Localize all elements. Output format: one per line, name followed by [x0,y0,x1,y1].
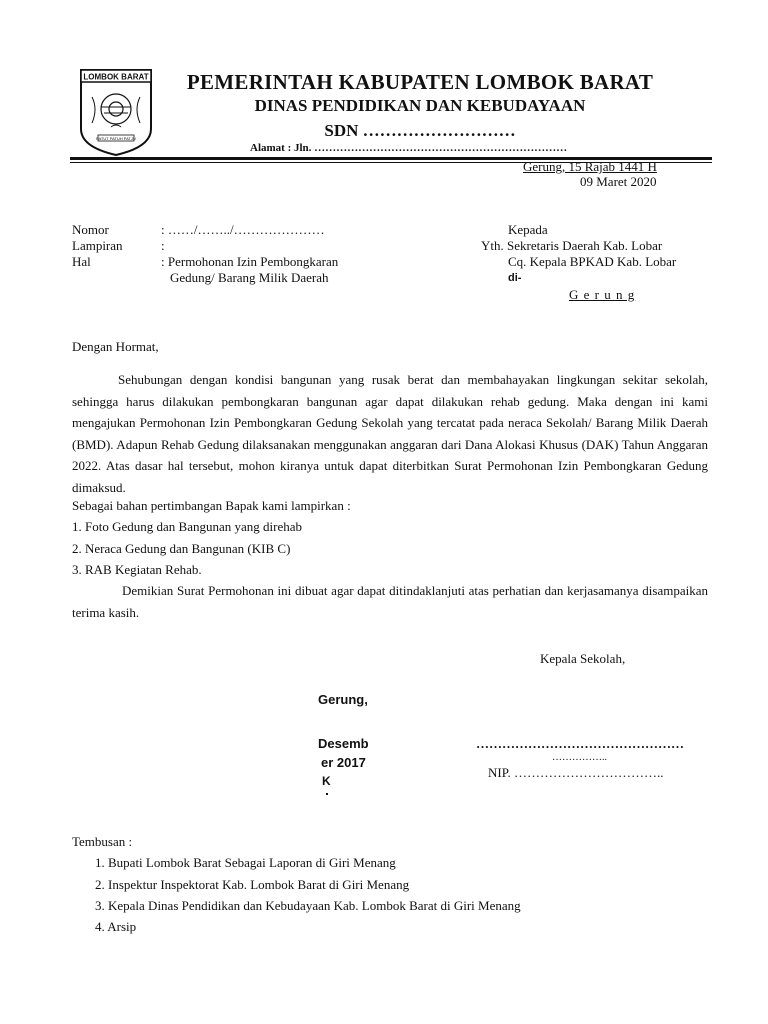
recipient-di: di- [508,272,522,284]
stray-text-gerung: Gerung, [318,692,368,707]
date-masehi: 09 Maret 2020 [580,174,657,189]
closing-paragraph: Demikian Surat Permohonan ini dibuat agar dapat ditindaklanjuti atas perhatian dan kerjasamanya disampaikan terima kasih. [72,583,708,620]
lampiran-label: Lampiran [72,238,123,253]
svg-text:PATUT PATUH PATJU: PATUT PATUH PATJU [96,136,136,141]
tembusan-item: 3. Kepala Dinas Pendidikan dan Kebudayaan Kab. Lombok Barat di Giri Menang [95,898,521,913]
attachment-item: 3. RAB Kegiatan Rehab. [72,562,202,577]
signature-small-dots: …………….. [552,752,607,763]
letterhead-department: DINAS PENDIDIKAN DAN KEBUDAYAAN [254,96,586,115]
hal-value-line2: Gedung/ Barang Milik Daerah [170,270,329,285]
letterhead-government: PEMERINTAH KABUPATEN LOMBOK BARAT [186,70,654,94]
hal-label: Hal [72,254,91,269]
body-paragraph: Sehubungan dengan kondisi bangunan yang rusak berat dan membahayakan lingkungan sekitar sekolah, sehingga harus dilakukan pembongkaran bangunan agar dapat dilakukan rehab gedung. Maka dengan ini kami mengajukan Permohonan Izin Pembongkaran Gedung Sekolah yang tercatat pada neraca Sekolah/ Barang Milik Daerah (BMD). Adapun Rehab Gedung dilaksanakan menggunakan anggaran dari Dana Alokasi Khusus (DAK) Tahun Anggaran 2022. Atas dasar hal tersebut, mohon kiranya untuk dapat diterbitkan Surat Permohonan Izin Pembongkaran Gedung dimaksud. [72,372,708,495]
lampiran-value: : [161,238,165,253]
nomor-label: Nomor [72,222,109,237]
tembusan-item: 2. Inspektur Inspektorat Kab. Lombok Barat di Giri Menang [95,877,410,892]
signature-title: Kepala Sekolah, [540,651,626,666]
attachments-intro: Sebagai bahan pertimbangan Bapak kami lampirkan : [72,498,351,513]
date-hijri-text: Gerung, 15 Rajab 1441 H [523,159,657,174]
tembusan-item: 1. Bupati Lombok Barat Sebagai Laporan di Giri Menang [95,855,396,870]
tembusan-label: Tembusan : [72,834,133,849]
hal-value-line1: : Permohonan Izin Pembongkaran [161,254,339,269]
lombok-barat-crest-logo [78,67,154,157]
attachment-item: 2. Neraca Gedung dan Bangunan (KIB C) [72,541,291,556]
svg-text:LOMBOK BARAT: LOMBOK BARAT [83,72,149,82]
date-hijri [523,159,657,175]
stray-text-year: er 2017 [321,755,366,770]
letterhead-address: Alamat : Jln. …………………………………………………………… [250,142,568,154]
stray-text-k: K [322,774,331,788]
stray-dot [326,793,328,795]
recipient-line2: Cq. Kepala BPKAD Kab. Lobar [508,254,677,269]
recipient-city: G e r u n g [569,287,636,302]
recipient-kepada: Kepada [508,222,548,237]
nomor-value: : ……/……../………………… [161,222,325,237]
tembusan-item: 4. Arsip [95,919,137,934]
recipient-line1: Yth. Sekretaris Daerah Kab. Lobar [481,238,663,253]
signature-name-line: ………………………………………… [476,736,684,751]
attachment-item: 1. Foto Gedung dan Bangunan yang direhab [72,519,302,534]
stray-text-desemb: Desemb [318,736,369,751]
salutation: Dengan Hormat, [72,339,159,354]
signature-nip: NIP. …………………………….. [488,765,664,780]
letterhead-school: SDN ……………………… [324,121,516,140]
